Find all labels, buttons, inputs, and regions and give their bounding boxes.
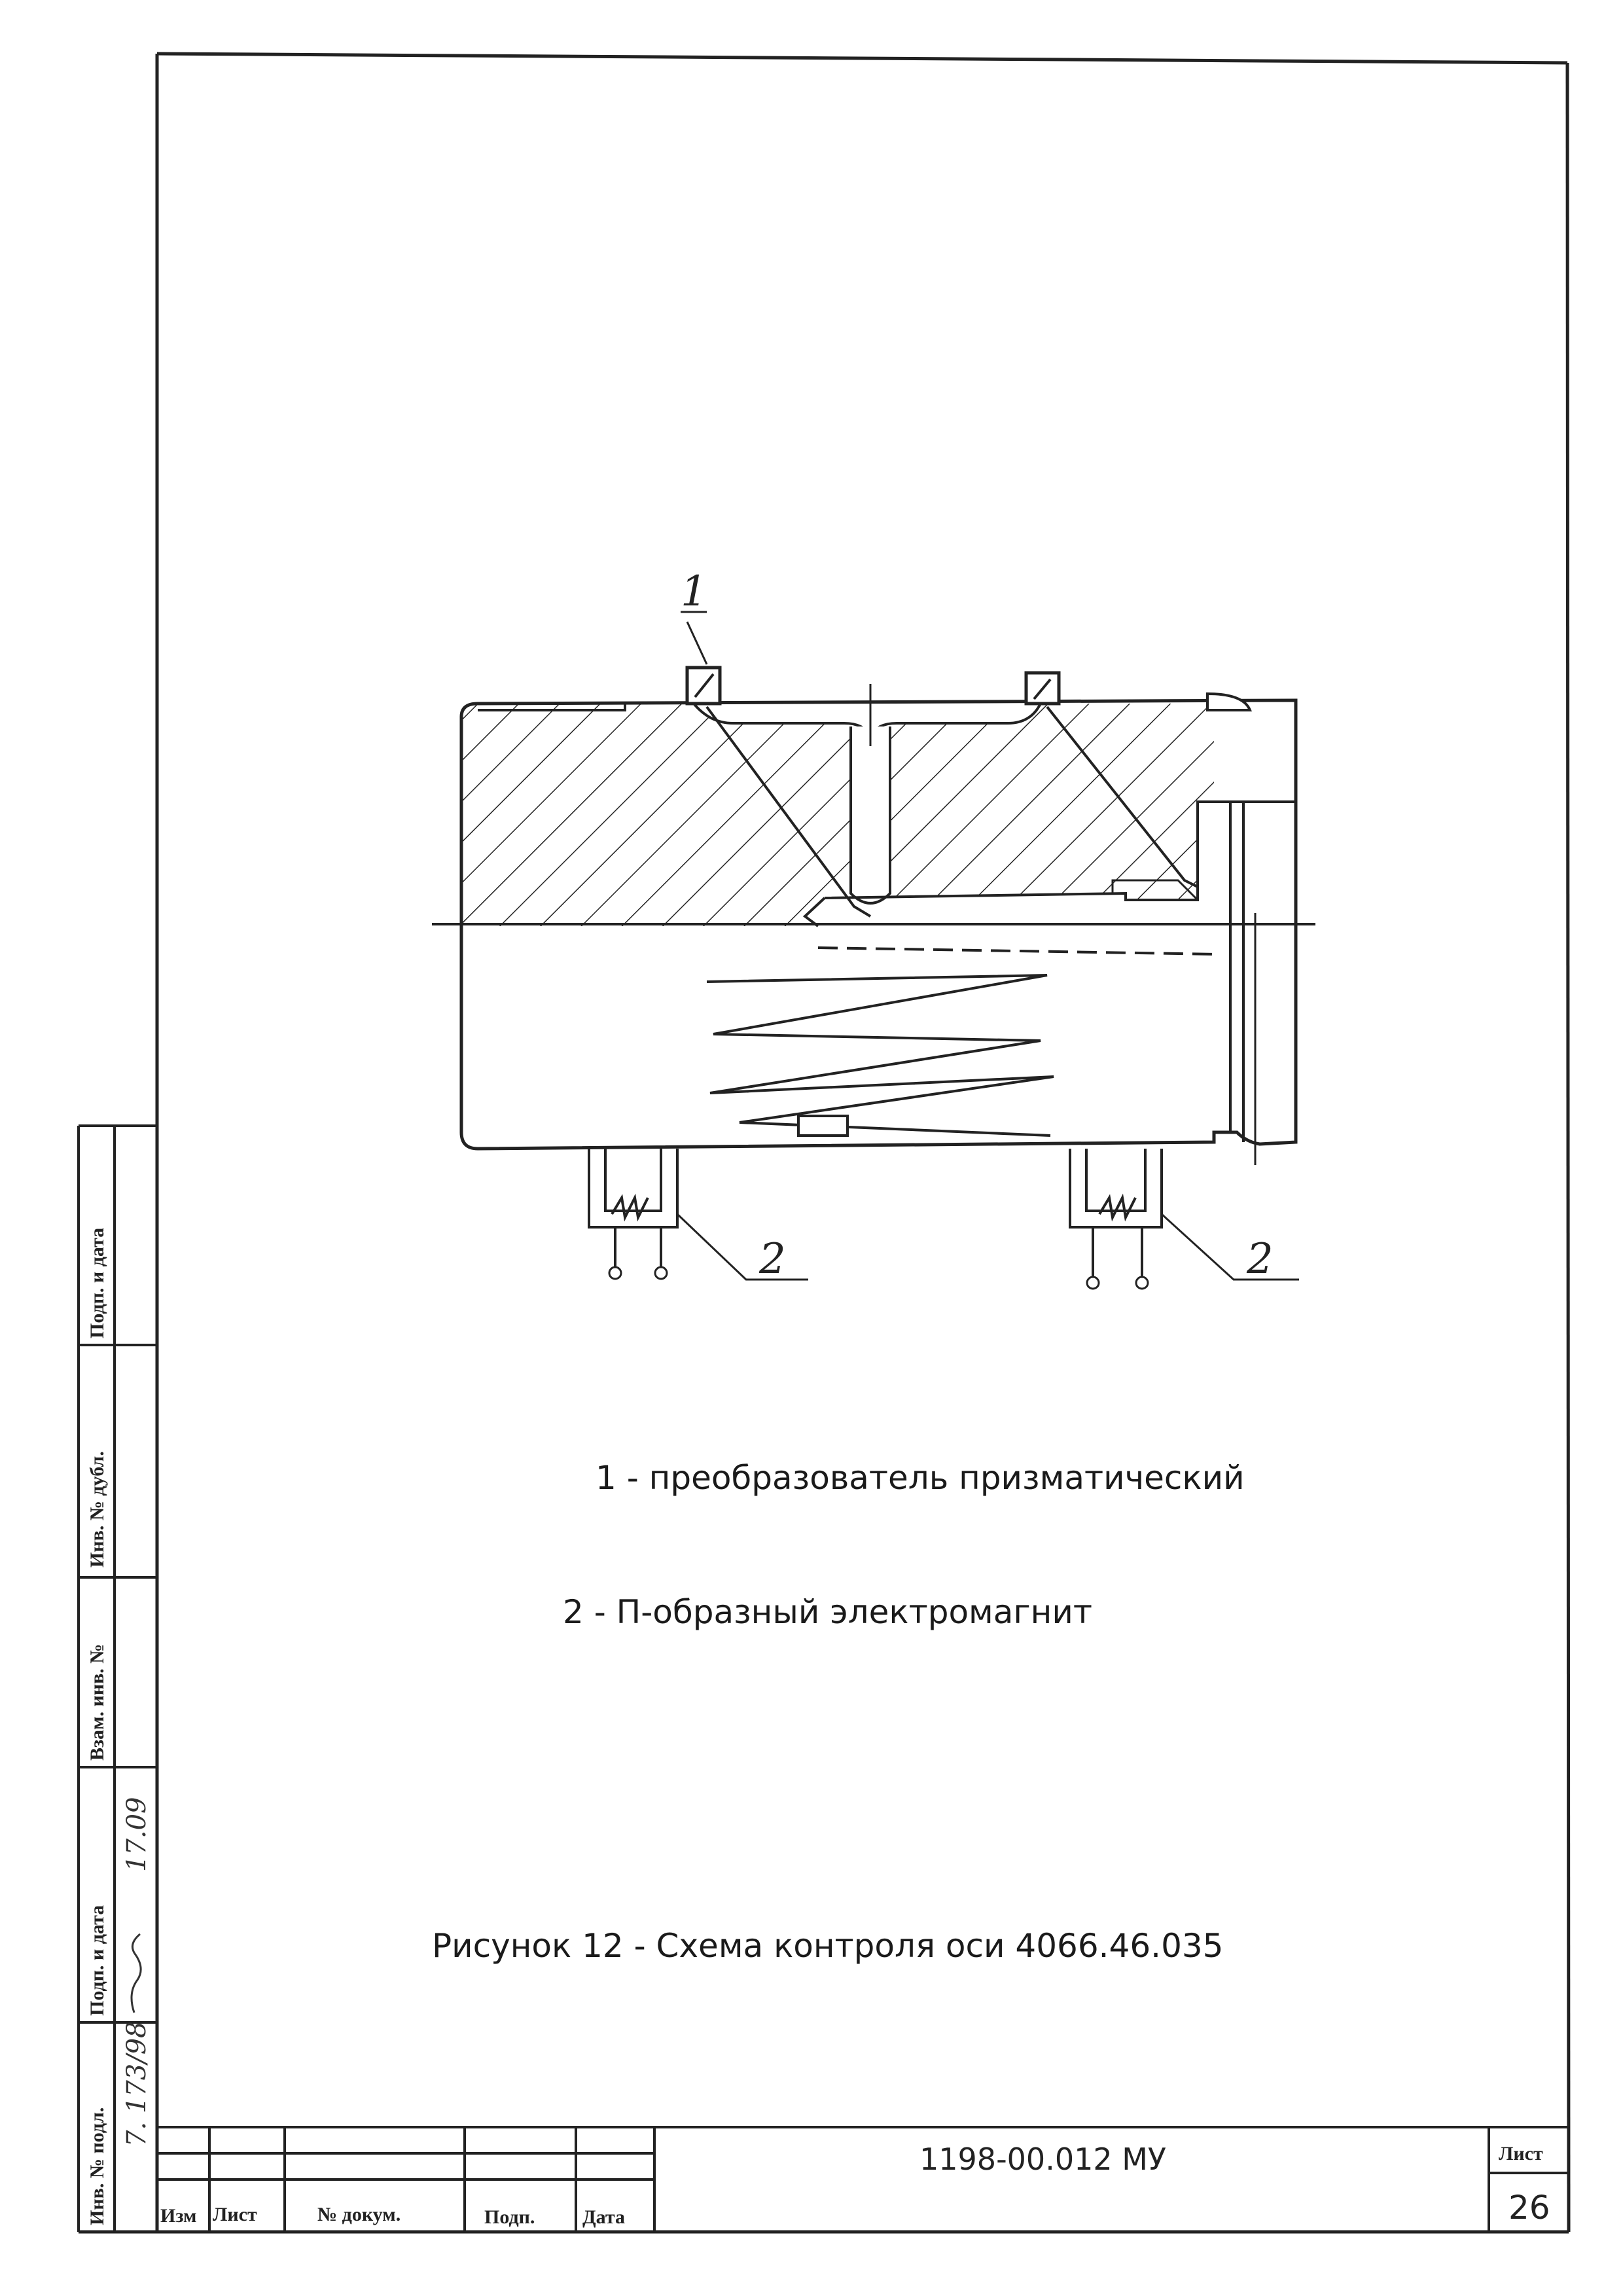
- legend-item-2: 2 - П-образный электромагнит: [563, 1593, 1092, 1631]
- center-hole: [851, 726, 890, 903]
- right-top-shoulder: [1207, 694, 1250, 710]
- col-data: Дата: [582, 2206, 625, 2228]
- coil-right: [1099, 1198, 1135, 1217]
- stamp-signature: [132, 1934, 141, 2013]
- callout-2-left-leader: [677, 1214, 808, 1280]
- electromagnet-right: [1070, 1149, 1162, 1227]
- col-n-dokum: № докум.: [317, 2204, 401, 2225]
- sheet-number: 26: [1508, 2189, 1550, 2227]
- stamp-inv-dubl: Инв. № дубл.: [86, 1451, 108, 1568]
- side-stamp-labels: [86, 1228, 108, 2225]
- stamp-inv-podl-value: 7. 173/98: [122, 2021, 152, 2147]
- callout-1: 1: [681, 567, 707, 616]
- stamp-podp-data-1: Подп. и дата: [86, 1905, 108, 2016]
- terminals-left: [615, 1227, 661, 1266]
- terminals-right: [1093, 1227, 1142, 1276]
- document-designation: 1198-00.012 МУ: [919, 2142, 1166, 2177]
- right-flange: [1230, 802, 1296, 1142]
- stamp-vzam-inv: Взам. инв. №: [86, 1643, 108, 1761]
- lower-probe-mark: [798, 1116, 847, 1136]
- hidden-line: [818, 948, 1217, 954]
- legend-item-1: 1 - преобразователь призматический: [596, 1459, 1245, 1497]
- sheet-frame: [79, 54, 1569, 2232]
- callout-1-leader: [681, 612, 707, 664]
- callout-2-left: 2: [759, 1235, 786, 1283]
- figure-caption: Рисунок 12 - Схема контроля оси 4066.46.035: [432, 1927, 1224, 1965]
- callout-2-right: 2: [1247, 1235, 1274, 1283]
- axle-drawing: [432, 612, 1315, 1289]
- stamp-inv-podl: Инв. № подл.: [86, 2107, 108, 2225]
- col-izm: Изм: [160, 2205, 197, 2227]
- callout-2-right-leader: [1162, 1214, 1299, 1280]
- scan-path: [707, 975, 1054, 1136]
- sheet-label: Лист: [1499, 2143, 1543, 2164]
- side-stamp-handwriting: [122, 1797, 152, 2147]
- title-block-labels: [160, 2143, 1543, 2228]
- col-list: Лист: [213, 2204, 257, 2225]
- electromagnet-left: [589, 1149, 677, 1227]
- coil-left: [612, 1198, 648, 1217]
- stamp-podp-data-2: Подп. и дата: [86, 1227, 108, 1338]
- stamp-podp-data-value: 17.09: [122, 1797, 152, 1872]
- col-podp: Подп.: [484, 2206, 535, 2228]
